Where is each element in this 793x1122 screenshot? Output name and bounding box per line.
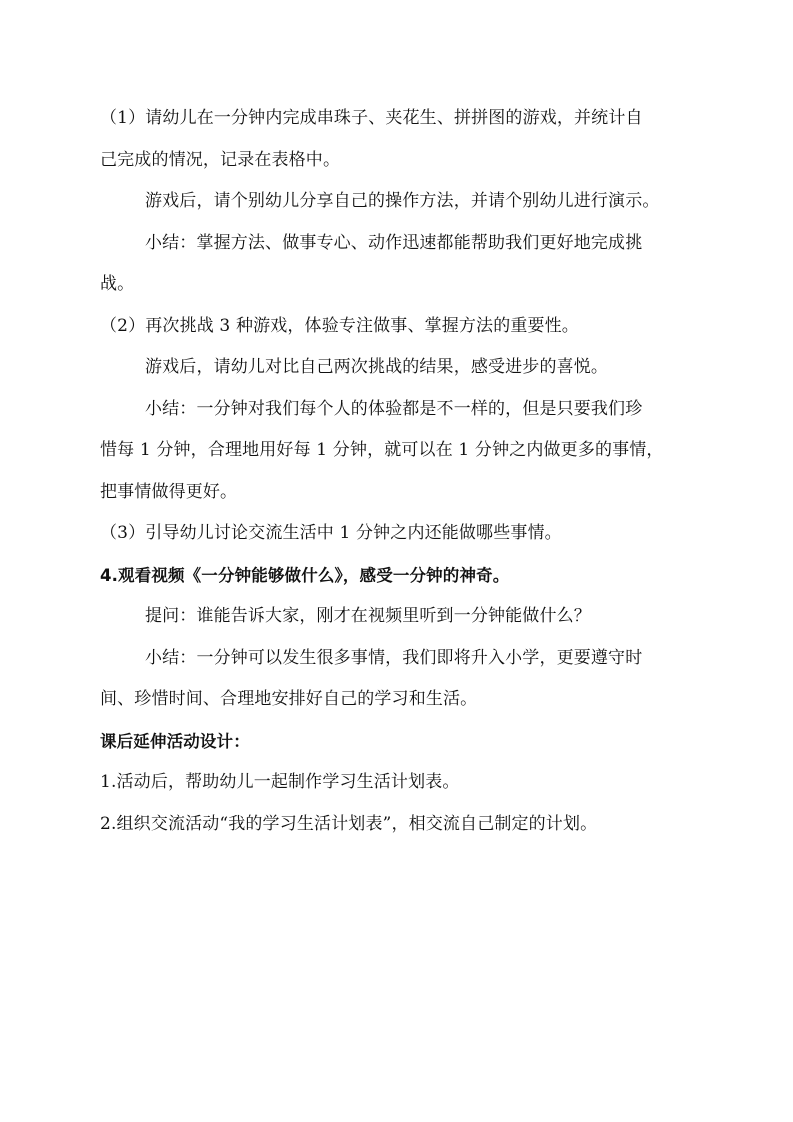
paragraph-line-13: 提问：谁能告诉大家，刚才在视频里听到一分钟能做什么？ — [145, 606, 591, 626]
paragraph-line-18: 2.组织交流活动“我的学习生活计划表”，相交流自己制定的计划。 — [100, 813, 598, 834]
paragraph-line-8: 小结：一分钟对我们每个人的体验都是不一样的，但是只要我们珍 — [145, 398, 643, 419]
paragraph-line-6: （2）再次挑战 3 种游戏，体验专注做事、掌握方法的重要性。 — [100, 315, 579, 336]
paragraph-line-11: （3）引导幼儿讨论交流生活中 1 分钟之内还能做哪些事情。 — [100, 523, 562, 543]
document-body — [100, 98, 700, 845]
paragraph-line-7: 游戏后，请幼儿对比自己两次挑战的结果，感受进步的喜悦。 — [145, 357, 609, 377]
paragraph-line-14: 小结：一分钟可以发生很多事情，我们即将升入小学，更要遵守时 — [145, 647, 643, 668]
paragraph-line-3: 游戏后，请个别幼儿分享自己的操作方法，并请个别幼儿进行演示。 — [145, 191, 660, 211]
paragraph-line-5: 战。 — [100, 274, 135, 294]
paragraph-line-9: 惜每 1 分钟，合理地用好每 1 分钟，就可以在 1 分钟之内做更多的事情， — [100, 440, 664, 460]
paragraph-line-4: 小结：掌握方法、做事专心、动作迅速都能帮助我们更好地完成挑 — [145, 232, 643, 253]
paragraph-line-2: 己完成的情况，记录在表格中。 — [100, 149, 341, 170]
paragraph-line-15: 间、珍惜时间、合理地安排好自己的学习和生活。 — [100, 689, 478, 709]
paragraph-line-17: 1.活动后，帮助幼儿一起制作学习生活计划表。 — [100, 772, 460, 792]
section-heading-extension: 课后延伸活动设计： — [100, 731, 250, 751]
section-heading-4: 4.观看视频《一分钟能够做什么》，感受一分钟的神奇。 — [100, 565, 510, 585]
paragraph-line-10: 把事情做得更好。 — [100, 481, 238, 502]
paragraph-line-1: （1）请幼儿在一分钟内完成串珠子、夹花生、拼拼图的游戏，并统计自 — [100, 108, 643, 128]
